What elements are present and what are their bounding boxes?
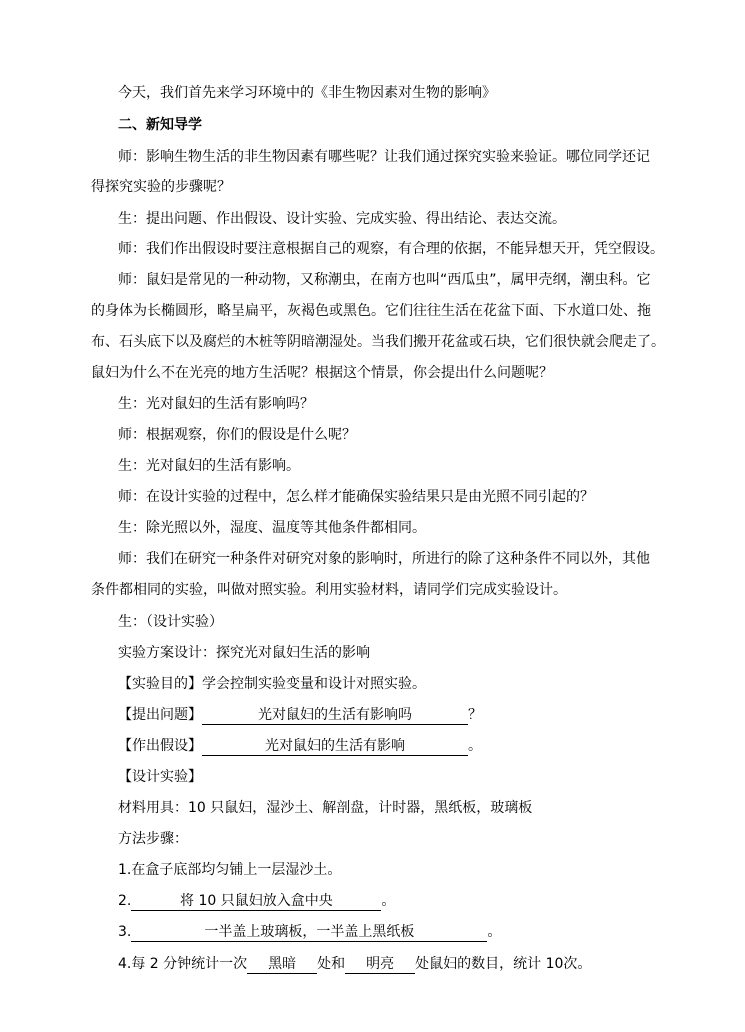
experiment-purpose: 【实验目的】学会控制实验变量和设计对照实验。 — [118, 676, 426, 692]
step-3-number: 3. — [118, 924, 132, 940]
step-4-answer-2-blank — [345, 955, 415, 974]
step-4-answer-1-blank — [247, 955, 317, 974]
step-2-number: 2. — [118, 893, 132, 909]
paragraph-teacher-2: 师：我们作出假设时要注意根据自己的观察，有合理的依据，不能异想天开，凭空假设。 — [118, 241, 664, 257]
paragraph-teacher-6a: 师：我们在研究一种条件对研究对象的影响时，所进行的除了这种条件不同以外，其他 — [118, 551, 650, 567]
paragraph-student-1: 生：提出问题、作出假设、设计实验、完成实验、得出结论、表达交流。 — [118, 211, 566, 227]
paragraph-intro: 今天，我们首先来学习环境中的《非生物因素对生物的影响》 — [118, 85, 496, 101]
paragraph-student-3: 生：光对鼠妇的生活有影响。 — [118, 458, 300, 474]
step-2-row — [0, 892, 745, 911]
step-3-row — [0, 923, 745, 942]
paragraph-teacher-3b: 的身体为长椭圆形，略呈扁平，灰褐色或黑色。它们往往生活在花盆下面、下水道口处、拖 — [91, 303, 651, 319]
paragraph-teacher-4: 师：根据观察，你们的假设是什么呢？ — [118, 427, 356, 443]
paragraph-student-4: 生：除光照以外，湿度、温度等其他条件都相同。 — [118, 520, 426, 536]
question-row — [0, 706, 745, 725]
step-4-answer-2: 明亮 — [366, 956, 395, 972]
step-4-middle: 处和 — [317, 956, 346, 972]
step-4-prefix: 4.每 2 分钟统计一次 — [118, 956, 248, 972]
hypothesis-answer: 光对鼠妇的生活有影响 — [265, 738, 405, 754]
paragraph-teacher-3c: 布、石头底下以及腐烂的木桩等阴暗潮湿处。当我们搬开花盆或石块，它们很快就会爬走了。 — [91, 334, 665, 350]
hypothesis-end: 。 — [468, 738, 482, 754]
paragraph-teacher-5: 师：在设计实验的过程中，怎么样才能确保实验结果只是由光照不同引起的？ — [118, 489, 594, 505]
paragraph-teacher-3a: 师：鼠妇是常见的一种动物，又称潮虫，在南方也叫“西瓜虫”，属甲壳纲，潮虫科。它 — [118, 272, 651, 288]
step-2-end: 。 — [381, 893, 396, 909]
question-answer: 光对鼠妇的生活有影响吗 — [258, 707, 412, 723]
paragraph-teacher-1a: 师：影响生物生活的非生物因素有哪些呢？让我们通过探究实验来验证。哪位同学还记 — [118, 149, 650, 165]
step-4-row — [0, 955, 745, 974]
design-label: 【设计实验】 — [118, 769, 202, 785]
section-heading: 二、新知导学 — [118, 117, 202, 133]
step-4-answer-1: 黑暗 — [268, 956, 297, 972]
hypothesis-row — [0, 737, 745, 756]
paragraph-teacher-3d: 鼠妇为什么不在光亮的地方生活呢？根据这个情景，你会提出什么问题呢？ — [91, 365, 553, 381]
paragraph-student-5: 生：（设计实验） — [118, 614, 223, 630]
step-3-answer-blank — [131, 923, 487, 942]
step-3-answer: 一半盖上玻璃板，一半盖上黑纸板 — [204, 924, 415, 940]
step-4-suffix: 处鼠妇的数目，统计 10次。 — [415, 956, 592, 972]
paragraph-student-2: 生：光对鼠妇的生活有影响吗？ — [118, 396, 314, 412]
paragraph-teacher-6b: 条件都相同的实验，叫做对照实验。利用实验材料，请同学们完成实验设计。 — [91, 582, 567, 598]
question-end: ？ — [468, 707, 482, 723]
paragraph-teacher-1b: 得探究实验的步骤呢？ — [91, 179, 231, 195]
step-2-answer-blank — [131, 892, 381, 911]
step-1: 1.在盒子底部均匀铺上一层湿沙土。 — [118, 862, 342, 878]
method-label: 方法步骤： — [118, 831, 188, 847]
question-label: 【提出问题】 — [118, 707, 202, 723]
materials-line: 材料用具：10 只鼠妇，湿沙土、解剖盘，计时器，黑纸板，玻璃板 — [118, 800, 533, 816]
step-2-answer: 将 10 只鼠妇放入盒中央 — [180, 893, 333, 909]
step-3-end: 。 — [487, 924, 502, 940]
hypothesis-answer-blank — [202, 737, 468, 756]
question-answer-blank — [202, 706, 468, 725]
hypothesis-label: 【作出假设】 — [118, 738, 202, 754]
experiment-plan-title: 实验方案设计：探究光对鼠妇生活的影响 — [118, 645, 370, 661]
